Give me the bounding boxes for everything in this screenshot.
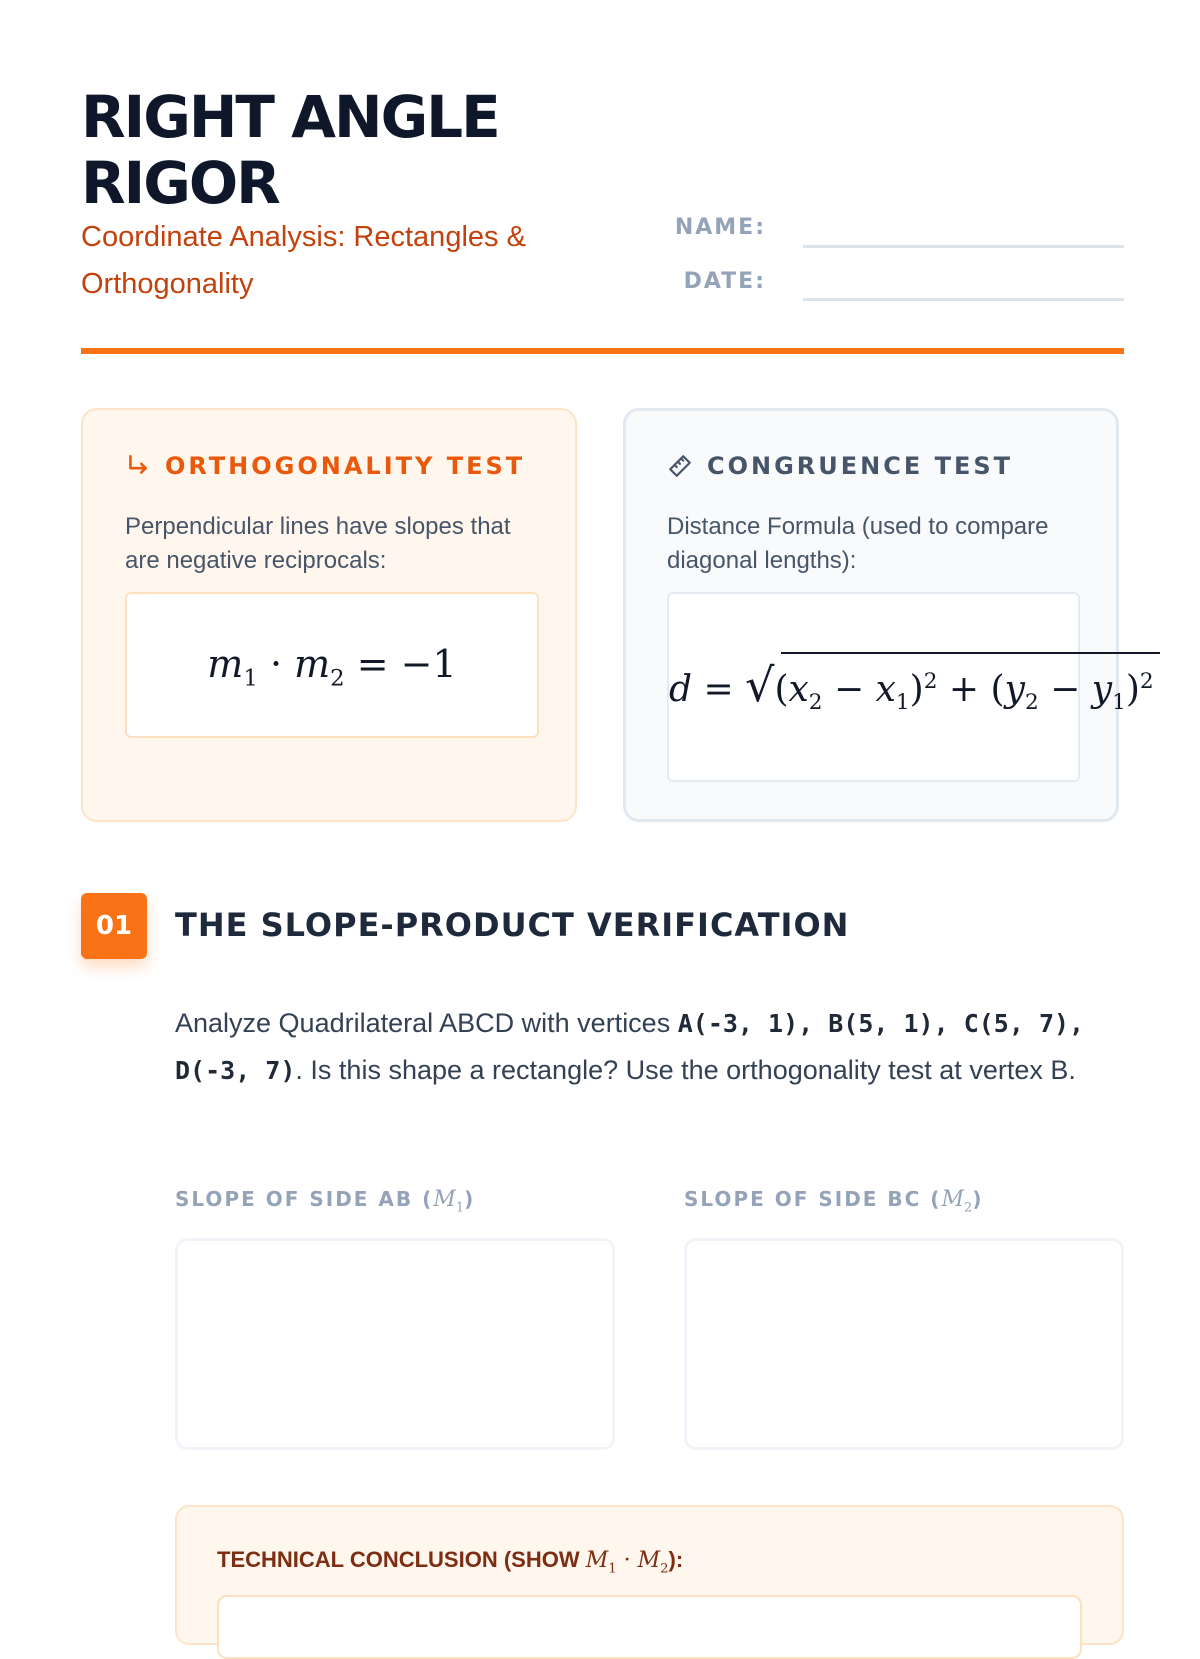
congruence-description: Distance Formula (used to compare diagonal lengths): xyxy=(667,513,1049,574)
ruler-icon xyxy=(667,453,693,479)
header-divider xyxy=(81,348,1124,354)
orthogonality-formula-box xyxy=(125,592,539,738)
problem-intro: Analyze Quadrilateral ABCD with vertices xyxy=(175,1008,678,1038)
conclusion-answer-box[interactable] xyxy=(217,1595,1082,1659)
conclusion-label: TECHNICAL CONCLUSION (SHOW $M_1 \cdot M_2$): xyxy=(217,1547,684,1577)
date-field[interactable] xyxy=(803,298,1124,301)
congruence-heading-text: CONGRUENCE TEST xyxy=(707,452,1014,480)
problem-outro: . Is this shape a rectangle? Use the orthogonality test at vertex B. xyxy=(295,1055,1076,1085)
slope-bc-label: SLOPE OF SIDE BC $(M_2)$ xyxy=(684,1187,984,1216)
conclusion-panel xyxy=(175,1505,1124,1645)
problem-statement xyxy=(175,1000,1095,1094)
date-label: DATE: xyxy=(683,269,766,294)
congruence-card-heading xyxy=(667,452,1013,480)
vertex-coordinates: A(-3, 1), B(5, 1), C(5, 7), D(-3, 7) xyxy=(175,1009,1085,1085)
orthogonality-heading-text: ORTHOGONALITY TEST xyxy=(165,452,526,480)
slope-bc-label-text: SLOPE OF SIDE BC ( xyxy=(684,1187,942,1211)
name-field[interactable] xyxy=(803,245,1124,248)
slope-ab-label-text: SLOPE OF SIDE AB ( xyxy=(175,1187,434,1211)
orthogonality-card-heading xyxy=(125,452,525,480)
slope-ab-answer-box[interactable] xyxy=(175,1238,615,1450)
slope-bc-answer-box[interactable] xyxy=(684,1238,1124,1450)
conclusion-label-text: TECHNICAL CONCLUSION (SHOW xyxy=(217,1547,586,1572)
arrow-turn-icon xyxy=(125,453,151,479)
name-label: NAME: xyxy=(674,215,766,240)
m1-symbol: $M_1$ xyxy=(433,1187,465,1216)
orthogonality-description: Perpendicular lines have slopes that are negative reciprocals: xyxy=(125,513,511,574)
page-subtitle: Coordinate Analysis: Rectangles & Orthogonality xyxy=(81,221,526,300)
congruence-card xyxy=(623,408,1154,822)
m2-symbol: $M_2$ xyxy=(941,1187,973,1216)
orthogonality-card xyxy=(81,408,577,822)
congruence-formula-box xyxy=(667,592,1154,782)
section-number-badge: 01 xyxy=(81,893,147,959)
product-symbol: $M_1 \cdot M_2$ xyxy=(585,1548,669,1577)
distance-formula: d = √ $(x_2 - x_1)^2 + (y_2 - y_1)^2$ xyxy=(669,658,1189,715)
page-title xyxy=(81,84,601,216)
section-title: THE SLOPE-PRODUCT VERIFICATION xyxy=(175,906,850,944)
slope-ab-label: SLOPE OF SIDE AB $(M_1)$ xyxy=(175,1187,476,1216)
title-line-1: RIGHT ANGLE xyxy=(81,83,499,151)
slope-product-formula: $m_1 \cdot m_2 = -1$ xyxy=(207,642,457,692)
title-line-2: RIGOR xyxy=(81,149,279,217)
